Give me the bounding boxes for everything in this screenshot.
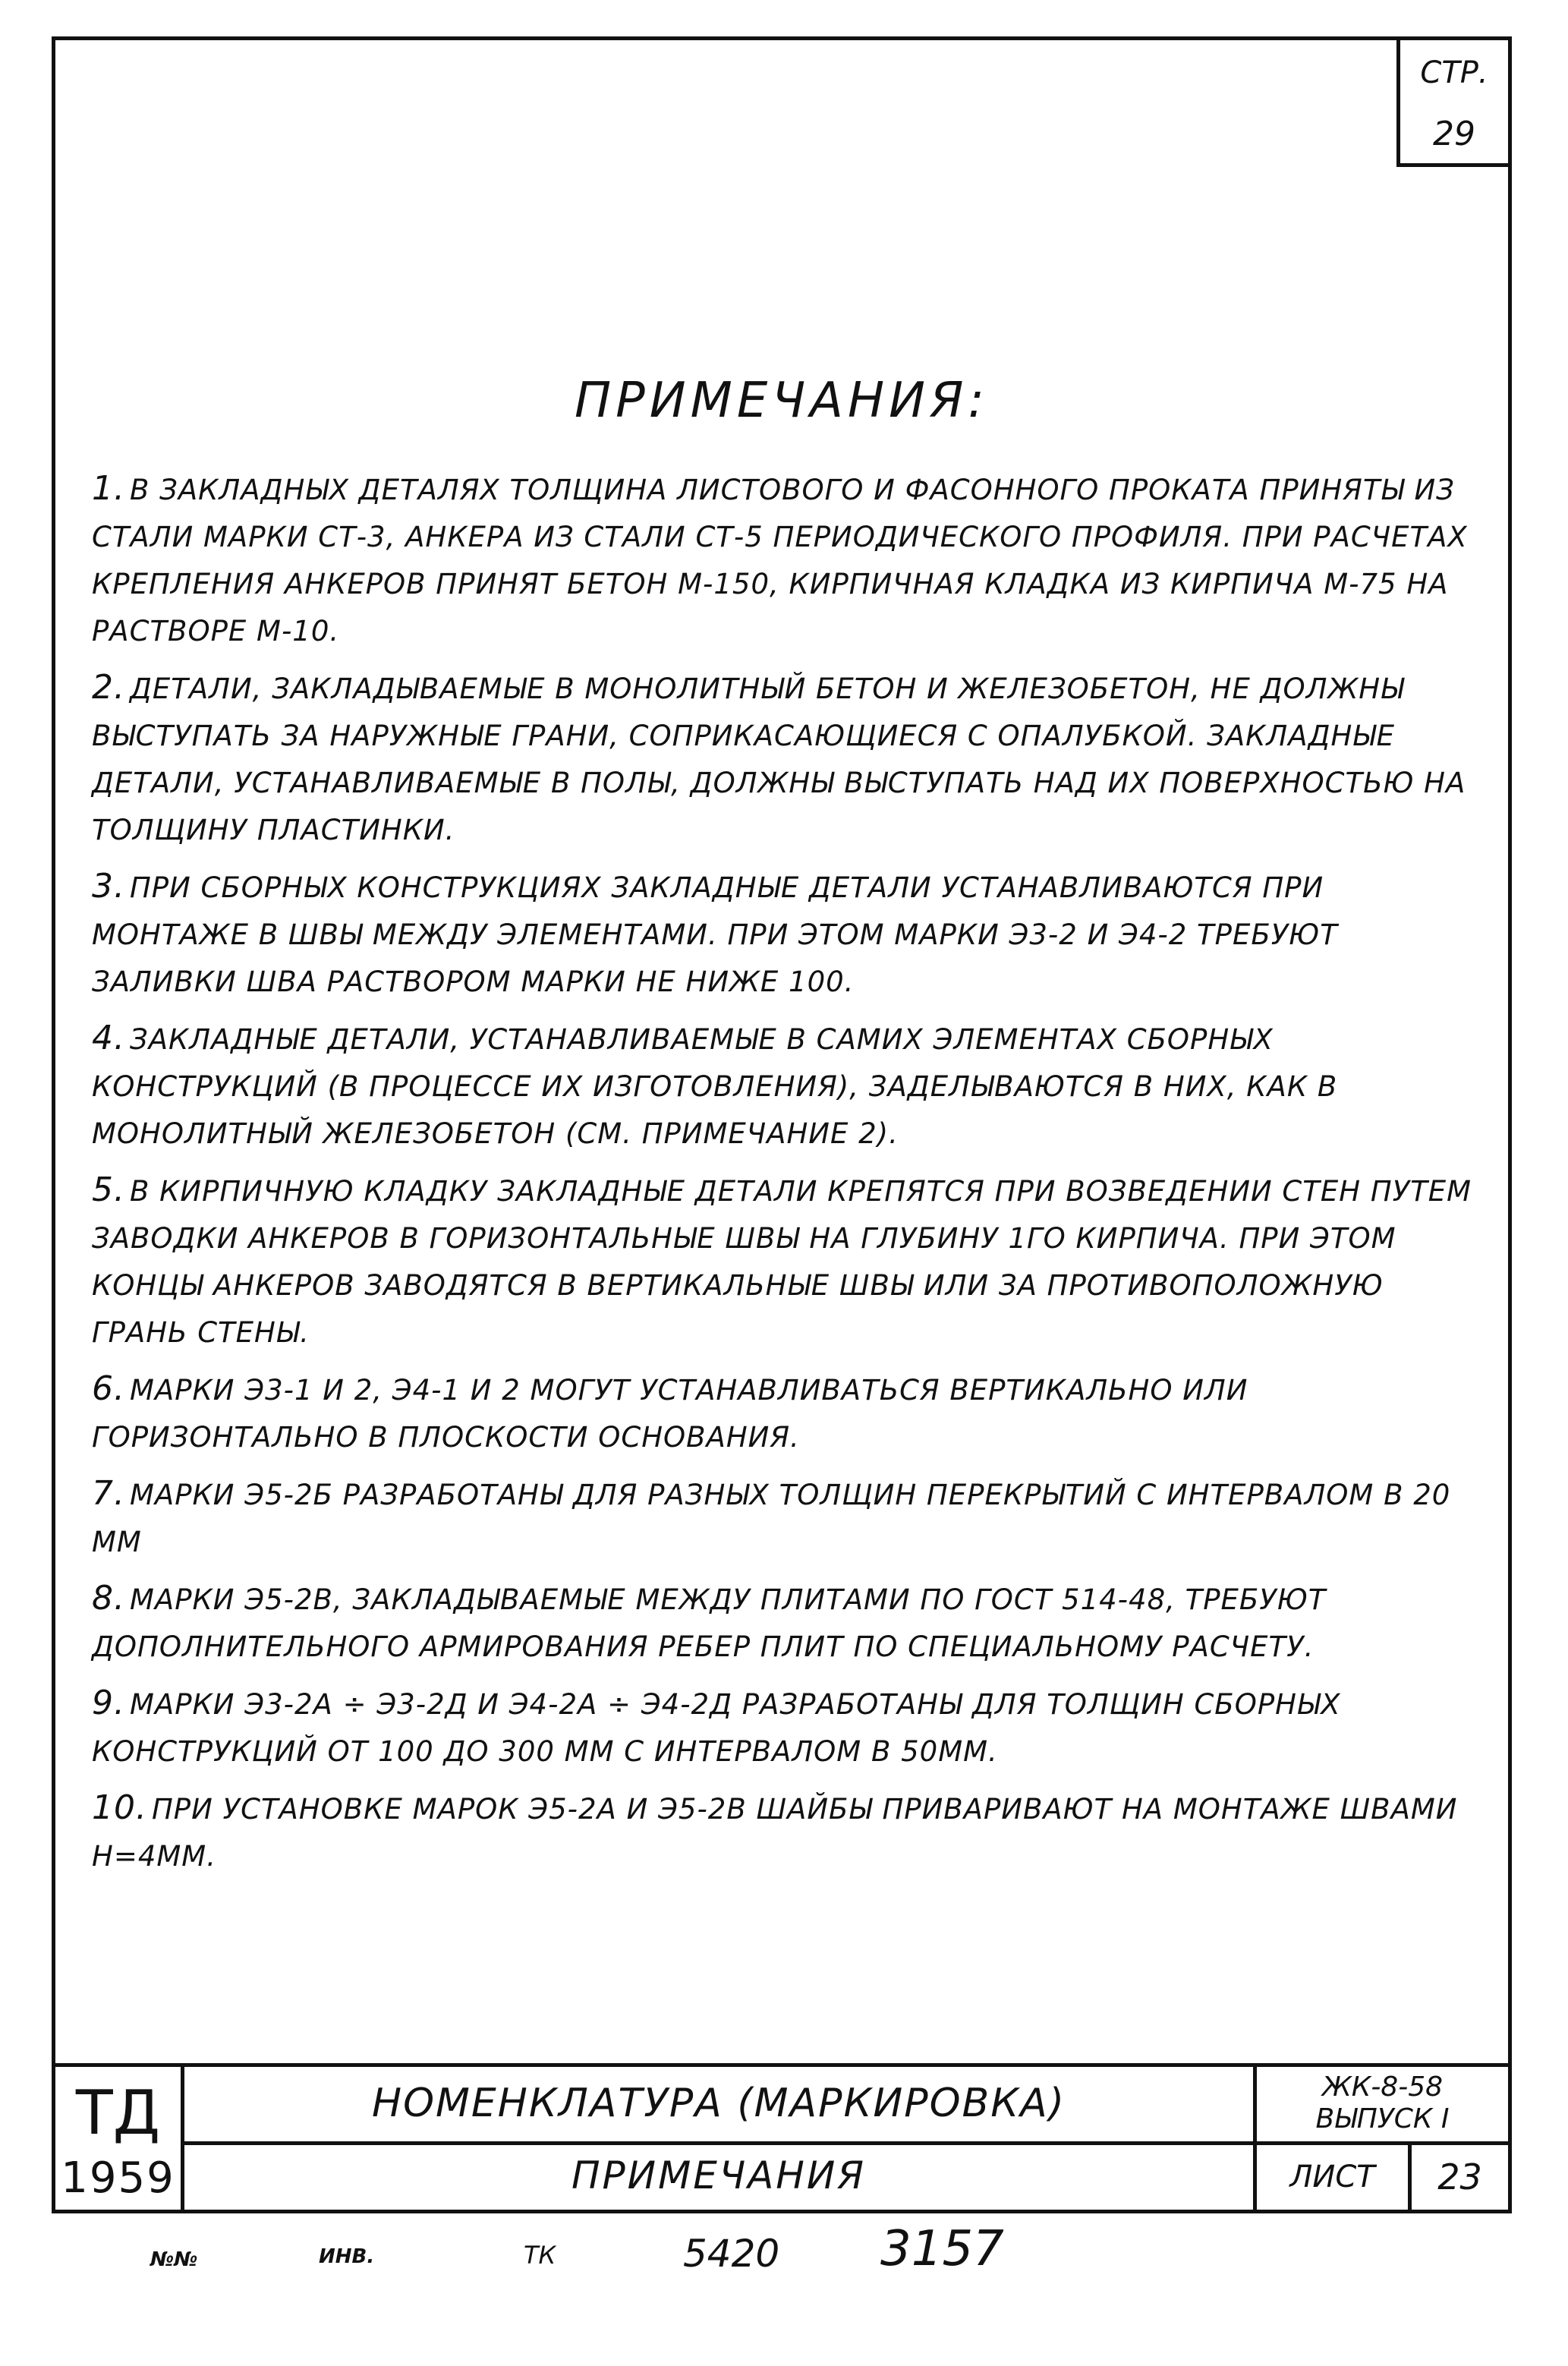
note-item [92, 863, 1487, 1006]
note-item [92, 465, 1487, 655]
document-subtitle: ПРИМЕЧАНИЯ [571, 2153, 867, 2197]
note-number: 9. [92, 1684, 125, 1722]
note-item [92, 1575, 1487, 1671]
drawing-sheet [52, 36, 1512, 2213]
note-text: ПРИ УСТАНОВКЕ МАРОК Э5-2А И Э5-2В ШАЙБЫ ПРИВАРИВАЮТ НА МОНТАЖЕ ШВАМИ H=4ММ. [92, 1793, 1458, 1873]
note-number: 8. [92, 1579, 125, 1618]
note-number: 7. [92, 1474, 125, 1513]
logo-text: ТД [75, 2078, 161, 2148]
note-item [92, 1470, 1487, 1566]
logo-year: 1959 [61, 2153, 175, 2203]
series-code [1257, 2071, 1508, 2135]
note-text: ЗАКЛАДНЫЕ ДЕТАЛИ, УСТАНАВЛИВАЕМЫЕ В САМИХ ЭЛЕМЕНТАХ СБОРНЫХ КОНСТРУКЦИЙ (В ПРОЦЕССЕ ИХ ИЗГОТОВЛЕНИЯ), ЗАДЕЛЫВАЮТСЯ В НИХ, КАК В МОНОЛИТНЫЙ ЖЕЛЕЗОБЕТОН (СМ. ПРИМЕЧАНИЕ 2). [92, 1023, 1338, 1150]
note-text: МАРКИ Э5-2Б РАЗРАБОТАНЫ ДЛЯ РАЗНЫХ ТОЛЩИН ПЕРЕКРЫТИЙ С ИНТЕРВАЛОМ В 20 ММ [92, 1479, 1451, 1558]
publisher-logo [55, 2067, 184, 2210]
note-item [92, 1785, 1487, 1880]
divider [184, 2141, 1508, 2145]
note-text: МАРКИ Э5-2В, ЗАКЛАДЫВАЕМЫЕ МЕЖДУ ПЛИТАМИ ПО ГОСТ 514-48, ТРЕБУЮТ ДОПОЛНИТЕЛЬНОГО АРМИРОВАНИЯ РЕБЕР ПЛИТ ПО СПЕЦИАЛЬНОМУ РАСЧЕТУ. [92, 1583, 1327, 1663]
page-number-box [1396, 36, 1512, 167]
note-text: В КИРПИЧНУЮ КЛАДКУ ЗАКЛАДНЫЕ ДЕТАЛИ КРЕПЯТСЯ ПРИ ВОЗВЕДЕНИИ СТЕН ПУТЕМ ЗАВОДКИ АНКЕРОВ В ГОРИЗОНТАЛЬНЫЕ ШВЫ НА ГЛУБИНУ 1ГО КИРПИЧА. ПРИ ЭТОМ КОНЦЫ АНКЕРОВ ЗАВОДЯТСЯ В ВЕРТИКАЛЬНЫЕ ШВЫ ИЛИ ЗА ПРОТИВОПОЛОЖНУЮ ГРАНЬ СТЕНЫ. [92, 1175, 1472, 1349]
note-number: 1. [92, 469, 125, 508]
note-text: ДЕТАЛИ, ЗАКЛАДЫВАЕМЫЕ В МОНОЛИТНЫЙ БЕТОН И ЖЕЛЕЗОБЕТОН, НЕ ДОЛЖНЫ ВЫСТУПАТЬ ЗА НАРУЖНЫЕ ГРАНИ, СОПРИКАСАЮЩИЕСЯ С ОПАЛУБКОЙ. ЗАКЛАДНЫЕ ДЕТАЛИ, УСТАНАВЛИВАЕМЫЕ В ПОЛЫ, ДОЛЖНЫ ВЫСТУПАТЬ НАД ИХ ПОВЕРХНОСТЬЮ НА ТОЛЩИНУ ПЛАСТИНКИ. [92, 673, 1466, 846]
note-text: МАРКИ Э3-1 И 2, Э4-1 И 2 МОГУТ УСТАНАВЛИВАТЬСЯ ВЕРТИКАЛЬНО ИЛИ ГОРИЗОНТАЛЬНО В ПЛОСКОСТИ ОСНОВАНИЯ. [92, 1374, 1248, 1454]
note-number: 4. [92, 1019, 125, 1057]
title-block [52, 2063, 1512, 2213]
notes-list [92, 465, 1487, 1889]
title-block-frame [52, 2063, 1512, 2213]
note-number: 2. [92, 668, 125, 707]
stamp-field: 3157 [880, 2221, 1004, 2277]
series-issue: ВЫПУСК I [1315, 2103, 1450, 2134]
note-item [92, 1167, 1487, 1356]
notes-heading: ПРИМЕЧАНИЯ: [575, 373, 989, 429]
note-item [92, 664, 1487, 854]
note-number: 6. [92, 1369, 125, 1408]
stamp-field: 5420 [683, 2232, 780, 2276]
page-number: 29 [1433, 115, 1475, 153]
note-text: В ЗАКЛАДНЫХ ДЕТАЛЯХ ТОЛЩИНА ЛИСТОВОГО И ФАСОННОГО ПРОКАТА ПРИНЯТЫ ИЗ СТАЛИ МАРКИ СТ-3, АНКЕРА ИЗ СТАЛИ СТ-5 ПЕРИОДИЧЕСКОГО ПРОФИЛЯ. ПРИ РАСЧЕТАХ КРЕПЛЕНИЯ АНКЕРОВ ПРИНЯТ БЕТОН М-150, КИРПИЧНАЯ КЛАДКА ИЗ КИРПИЧА М-75 НА РАСТВОРЕ М-10. [92, 474, 1468, 647]
note-number: 3. [92, 867, 125, 906]
sheet-label: ЛИСТ [1289, 2160, 1375, 2194]
document-name: НОМЕНКЛАТУРА (МАРКИРОВКА) [372, 2081, 1066, 2126]
note-text: МАРКИ Э3-2А ÷ Э3-2Д И Э4-2А ÷ Э4-2Д РАЗРАБОТАНЫ ДЛЯ ТОЛЩИН СБОРНЫХ КОНСТРУКЦИЙ ОТ 100 ДО 300 ММ С ИНТЕРВАЛОМ В 50ММ. [92, 1688, 1341, 1768]
series-code-value: ЖК-8-58 [1321, 2071, 1444, 2103]
stamp-field: ИНВ. [319, 2245, 375, 2268]
stamp-field: ТК [524, 2241, 556, 2270]
note-number: 10. [92, 1788, 147, 1827]
note-item [92, 1366, 1487, 1461]
note-text: ПРИ СБОРНЫХ КОНСТРУКЦИЯХ ЗАКЛАДНЫЕ ДЕТАЛИ УСТАНАВЛИВАЮТСЯ ПРИ МОНТАЖЕ В ШВЫ МЕЖДУ ЭЛЕМЕНТАМИ. ПРИ ЭТОМ МАРКИ Э3-2 И Э4-2 ТРЕБУЮТ ЗАЛИВКИ ШВА РАСТВОРОМ МАРКИ НЕ НИЖЕ 100. [92, 871, 1338, 998]
page-label: СТР. [1420, 55, 1488, 90]
note-number: 5. [92, 1170, 125, 1209]
stamp-field: №№ [150, 2248, 198, 2271]
archive-stamp [0, 2221, 1568, 2285]
note-item [92, 1680, 1487, 1775]
sheet-number: 23 [1437, 2156, 1482, 2197]
note-item [92, 1015, 1487, 1158]
